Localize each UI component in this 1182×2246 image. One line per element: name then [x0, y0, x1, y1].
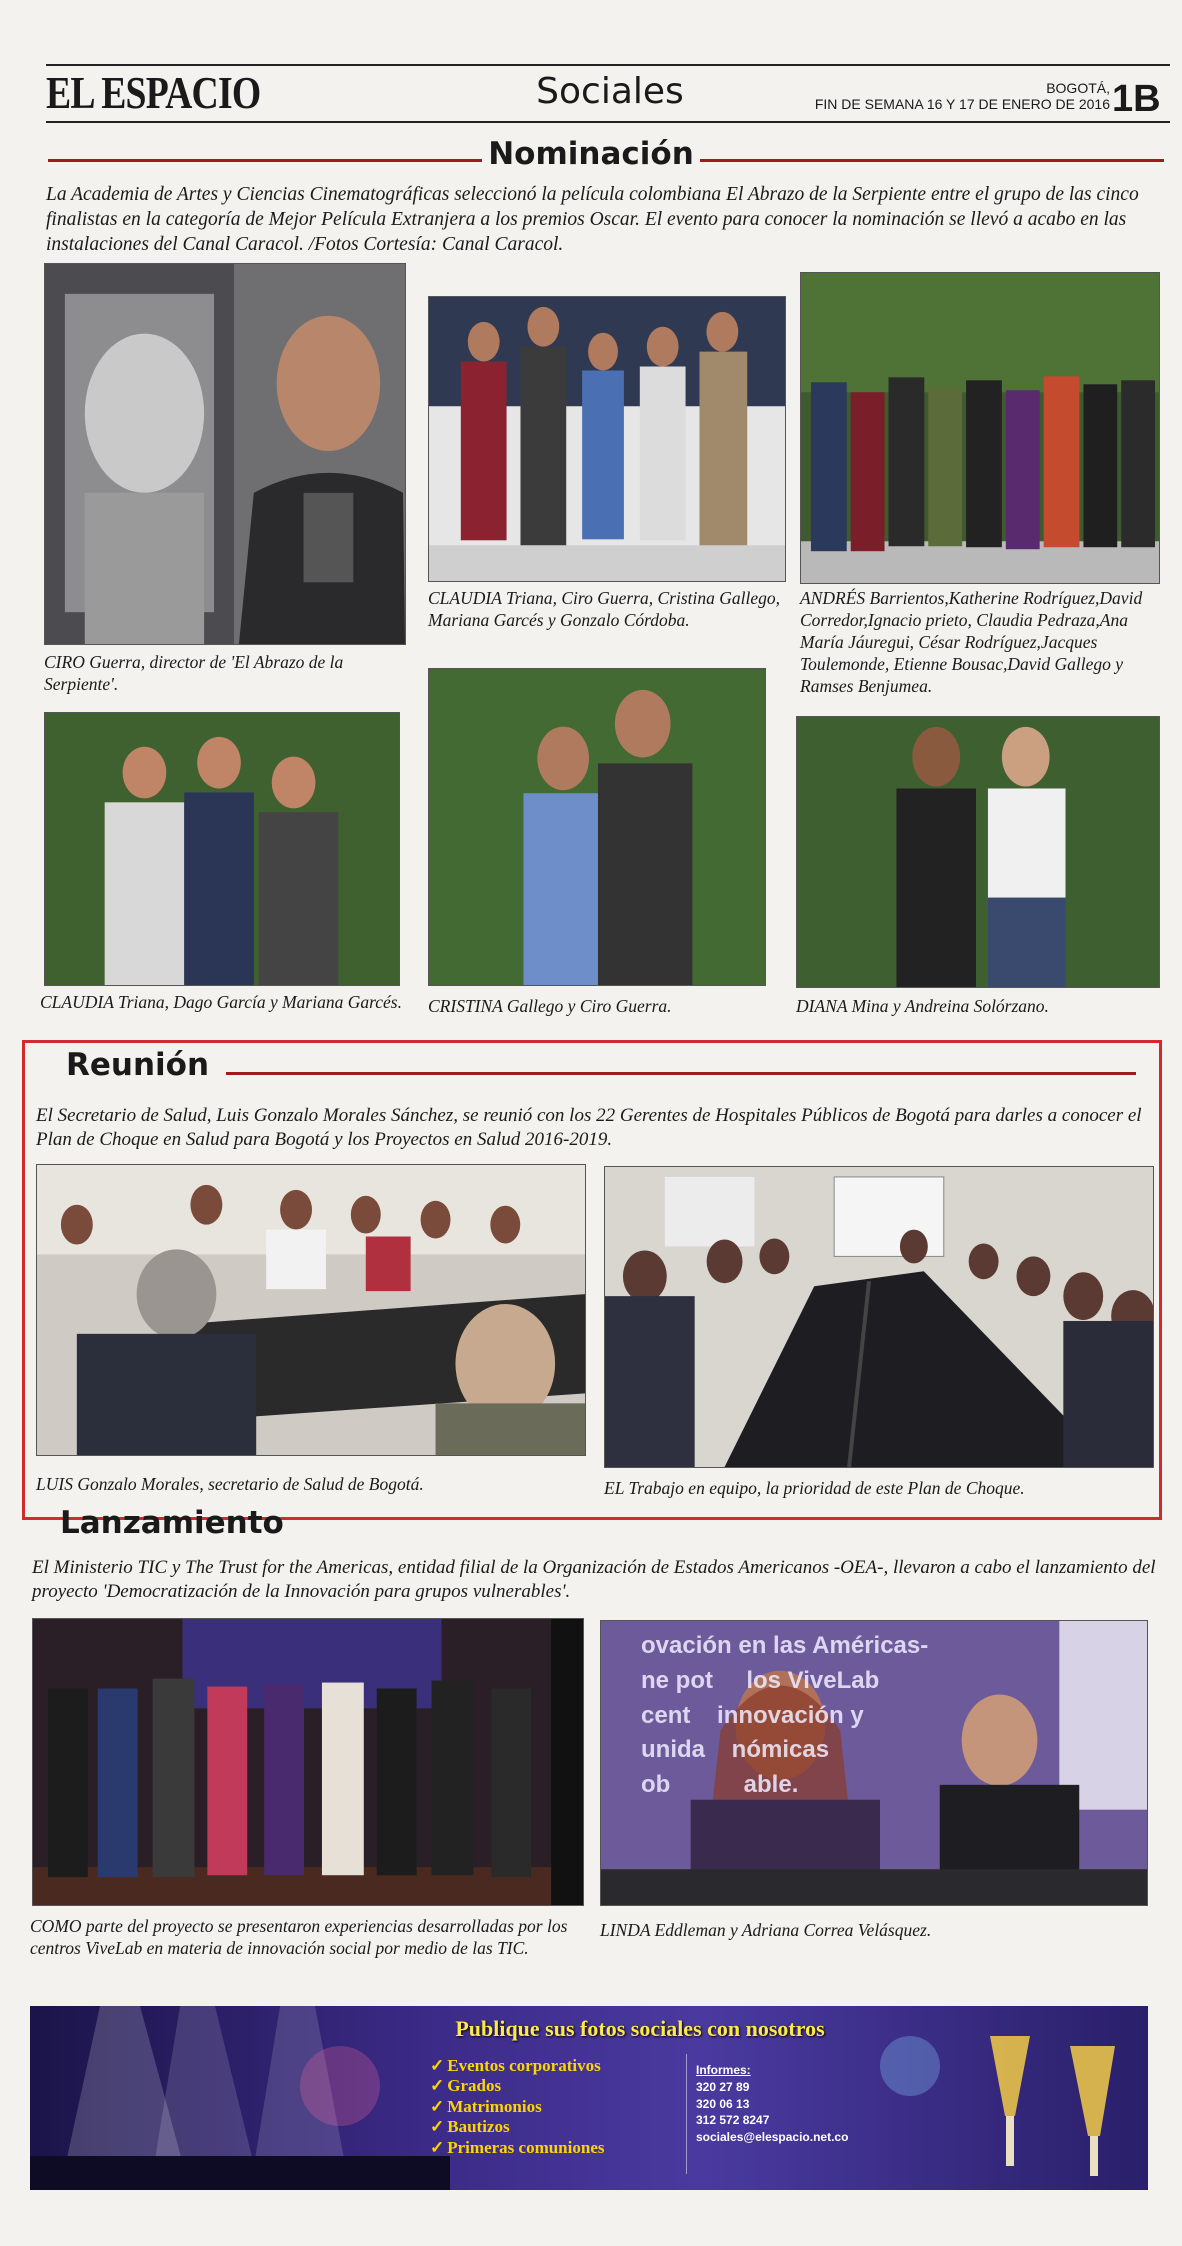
nominacion-heading: Nominación — [482, 136, 700, 172]
ad-divider — [686, 2054, 687, 2174]
ad-item: ✓ Eventos corporativos — [430, 2056, 601, 2075]
screen-line: ovación en las Américas- — [641, 1632, 929, 1659]
screen-line: cent innovación y — [641, 1701, 864, 1729]
photo-team-group — [800, 272, 1160, 584]
caption-ciro: CIRO Guerra, director de 'El Abrazo de la Serpiente'. — [44, 652, 344, 694]
ad-item: ✓ Primeras comuniones — [430, 2137, 605, 2157]
caption-luis-gonzalo: LUIS Gonzalo Morales, secretario de Salud de Bogotá. — [36, 1474, 424, 1494]
photo-cristina-ciro — [428, 668, 766, 986]
screen-line: ob able. — [641, 1771, 799, 1799]
check-icon: ✓ — [430, 2137, 445, 2157]
lanzamiento-heading: Lanzamiento — [60, 1505, 284, 1541]
caption-trabajo-equipo: EL Trabajo en equipo, la prioridad de este Plan de Choque. — [604, 1478, 1025, 1498]
check-icon: ✓ — [430, 2096, 445, 2116]
ad-banner[interactable] — [30, 2006, 1148, 2190]
photo-claudia-dago-mariana — [44, 712, 400, 986]
ad-services-list — [430, 2056, 604, 2158]
city: BOGOTÁ, — [1046, 80, 1110, 96]
reunion-rule — [226, 1072, 1136, 1075]
date-block — [760, 80, 1110, 112]
photo-diana-andreina — [796, 716, 1160, 988]
photo-vivelab-group — [32, 1618, 584, 1906]
ad-item: ✓ Grados — [430, 2076, 502, 2096]
lanzamiento-intro: El Ministerio TIC y The Trust for the Americas, entidad filial de la Organización de Estados Americanos -OEA-, llevaron a cabo el lanzamiento del proyecto 'Democratización de la Innovación para grupos vulnerables'. — [32, 1557, 1156, 1603]
photo-linda-adriana — [600, 1620, 1148, 1906]
ad-info-label: Informes: — [696, 2063, 751, 2077]
caption-cristina: CRISTINA Gallego y Ciro Guerra. — [428, 996, 672, 1016]
masthead-top-rule — [46, 64, 1170, 66]
ad-headline: Publique sus fotos sociales con nosotros — [455, 2016, 825, 2041]
caption-team: ANDRÉS Barrientos,Katherine Rodríguez,David Corredor,Ignacio prieto, Claudia Pedraza,Ana María Jáuregui, César Rodríguez,Jacques Toulemonde, Etienne Bousac,David Gallego y Ramses Benjumea. — [800, 588, 1143, 696]
caption-vivelab: COMO parte del proyecto se presentaron experiencias desarrolladas por los centros ViveLab en materia de innovación social por medio de las TIC. — [30, 1916, 568, 1958]
check-icon: ✓ — [430, 2076, 445, 2096]
masthead-bottom-rule — [46, 121, 1170, 123]
ad-item: ✓ Matrimonios — [430, 2096, 542, 2116]
ad-contact — [696, 2062, 848, 2146]
screen-text — [641, 1629, 928, 1803]
ad-phone: 320 06 13 — [696, 2096, 750, 2111]
nominacion-intro: La Academia de Artes y Ciencias Cinematográficas seleccionó la película colombiana El Abrazo de la Serpiente entre el grupo de las cinco finalistas en la categoría de Mejor Película Extranjera a los premios Oscar. El evento para conocer la nominación se llevó a acabo en las instalaciones del Canal Caracol. /Fotos Cortesía: Canal Caracol. — [46, 184, 1139, 255]
check-icon: ✓ — [430, 2056, 445, 2075]
nominacion-heading-wrap — [0, 136, 1182, 172]
section-title: Sociales — [536, 71, 684, 112]
screen-line: ne pot los ViveLab — [641, 1666, 880, 1694]
newspaper-logo: EL ESPACIO — [46, 67, 261, 118]
check-icon: ✓ — [430, 2117, 445, 2137]
caption-claudia-dago: CLAUDIA Triana, Dago García y Mariana Garcés. — [40, 992, 402, 1012]
reunion-heading: Reunión — [60, 1047, 215, 1083]
photo-group-five — [428, 296, 786, 582]
reunion-heading-wrap — [60, 1047, 215, 1083]
ad-item: ✓ Bautizos — [430, 2117, 510, 2137]
photo-ciro-guerra — [44, 263, 406, 645]
caption-group-five: CLAUDIA Triana, Ciro Guerra, Cristina Gallego, Mariana Garcés y Gonzalo Córdoba. — [428, 588, 780, 630]
caption-linda: LINDA Eddleman y Adriana Correa Velásquez. — [600, 1920, 932, 1940]
caption-diana: DIANA Mina y Andreina Solórzano. — [796, 996, 1049, 1016]
lanzamiento-heading-wrap — [54, 1505, 290, 1541]
screen-line: unida nómicas — [641, 1736, 830, 1764]
page-number: 1B — [1112, 78, 1161, 120]
issue-date: FIN DE SEMANA 16 Y 17 DE ENERO DE 2016 — [814, 96, 1110, 113]
photo-meeting-secretary — [36, 1164, 586, 1456]
ad-phone: 320 27 89 — [696, 2079, 750, 2094]
ad-email[interactable]: sociales@elespacio.net.co — [696, 2130, 849, 2145]
ad-phone: 312 572 8247 — [696, 2113, 770, 2128]
reunion-intro: El Secretario de Salud, Luis Gonzalo Morales Sánchez, se reunió con los 22 Gerentes de Hospitales Públicos de Bogotá para darles a conocer el Plan de Choque en Salud para Bogotá y los Proyectos en Salud 2016-2019. — [36, 1105, 1142, 1151]
photo-meeting-room — [604, 1166, 1154, 1468]
